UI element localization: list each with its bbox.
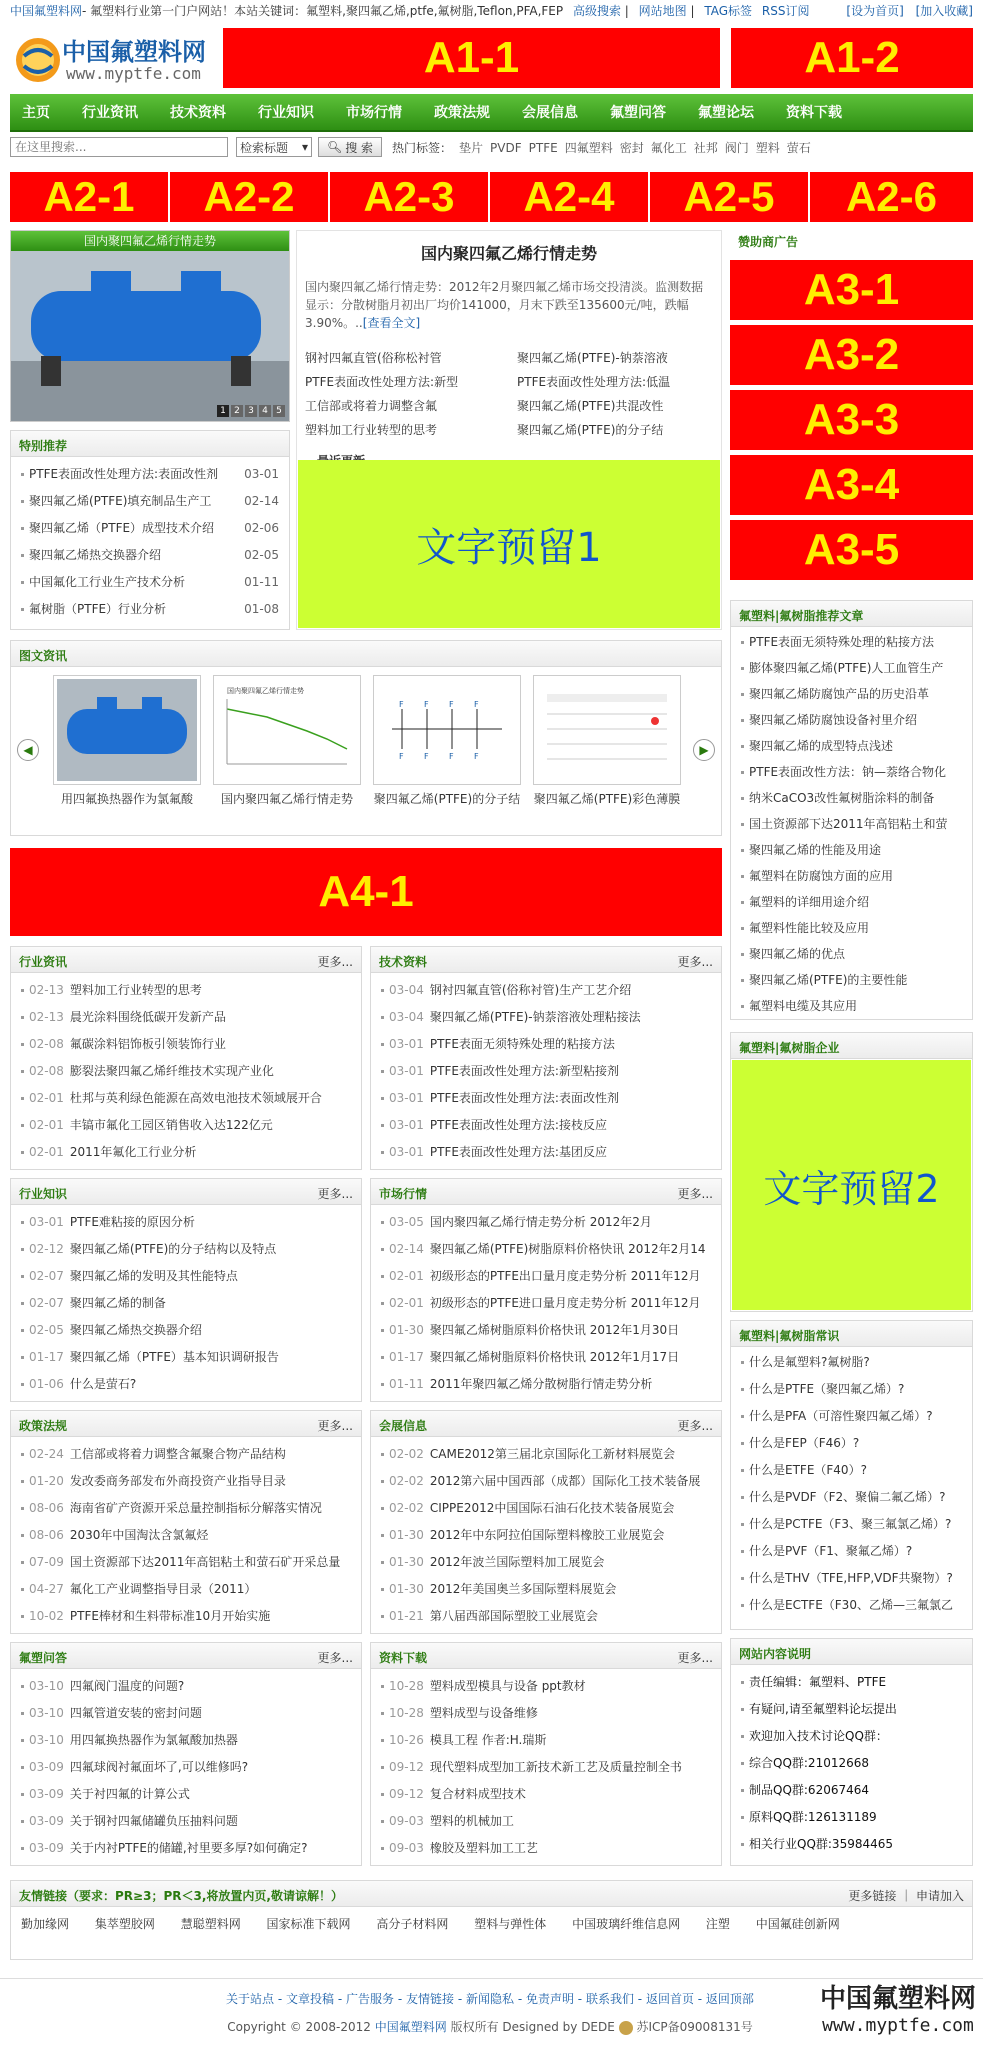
image-slider[interactable]: [10, 230, 290, 422]
special-title: 特别推荐: [11, 431, 289, 457]
headline-summary: 国内聚四氟乙烯行情走势：2012年2月聚四氟乙烯市场交投清淡。监测数据显示：分散树脂月初出厂均价141000，月末下跌至135600元/吨，跌幅3.90%。..[查看全文]: [305, 280, 704, 330]
list-item[interactable]: 03-01 PTFE表面改性处理方法:表面改性剂: [381, 1085, 711, 1112]
qa-title: 氟塑问答: [19, 1651, 68, 1665]
list-item[interactable]: 03-01 PTFE表面改性处理方法:新型粘接剂: [381, 1058, 711, 1085]
list-item[interactable]: 聚四氟乙烯(PTFE)填充制品生产工 02-14: [21, 488, 279, 515]
search-input[interactable]: [10, 137, 228, 157]
hot-tag[interactable]: 萤石: [786, 140, 811, 155]
footer-link[interactable]: 广告服务: [346, 1992, 395, 2006]
list-item[interactable]: 氟塑料性能比较及应用: [741, 915, 962, 941]
list-item[interactable]: 氟塑料的详细用途介绍: [741, 889, 962, 915]
gallery-prev-icon[interactable]: ◀: [17, 739, 39, 761]
headline-link[interactable]: 钢衬四氟直管(俗称松衬管: [305, 351, 442, 365]
gallery-image: [533, 675, 681, 785]
slider-pager: [217, 405, 285, 417]
advanced-search-link[interactable]: 高级搜索: [572, 4, 621, 18]
ad-a2-5[interactable]: A2-5: [650, 172, 808, 222]
logo-text: 中国氟塑料网: [62, 38, 206, 66]
friends-title: 友情链接（要求：PR≥3；PR＜3,将放置内页,敬请谅解！）: [19, 1889, 343, 1903]
list-item[interactable]: 什么是氟塑料?氟树脂?: [741, 1349, 962, 1376]
hot-tag[interactable]: 社邦: [693, 140, 718, 155]
gallery-caption: 聚四氟乙烯(PTFE)彩色薄膜: [533, 792, 681, 806]
list-item[interactable]: 01-17 聚四氟乙烯树脂原料价格快讯 2012年1月17日: [381, 1344, 711, 1371]
headline-link[interactable]: 塑料加工行业转型的思考: [305, 423, 438, 437]
tech-title: 技术资料: [379, 955, 428, 969]
list-item[interactable]: 08-06 2030年中国淘汰含氯氟烃: [21, 1522, 351, 1549]
hot-tag[interactable]: PVDF: [490, 140, 522, 155]
list-item[interactable]: 氟树脂（PTFE）行业分析 01-08: [21, 596, 279, 623]
slider-page[interactable]: 5: [273, 405, 285, 417]
gallery-image: [53, 675, 201, 785]
hot-tags-label: 热门标签：: [392, 140, 453, 155]
list-item[interactable]: 纳米CaCO3改性氟树脂涂料的制备: [741, 785, 962, 811]
tag-link[interactable]: TAG标签: [704, 4, 753, 18]
gallery-caption: 用四氟换热器作为氯氟酸: [60, 792, 193, 806]
list-item[interactable]: 02-02 CAME2012第三届北京国际化工新材料展览会: [381, 1441, 711, 1468]
text-reserve-2[interactable]: 文字预留2: [732, 1060, 971, 1310]
list-item[interactable]: 03-09 关于衬四氟的计算公式: [21, 1781, 351, 1808]
list-item[interactable]: 什么是PFA（可溶性聚四氟乙烯）?: [741, 1403, 962, 1430]
list-item[interactable]: 03-04 钢衬四氟直管(俗称衬管)生产工艺介绍: [381, 977, 711, 1004]
ad-a2-6[interactable]: A2-6: [810, 172, 973, 222]
list-item[interactable]: 01-30 2012年波兰国际塑料加工展览会: [381, 1549, 711, 1576]
list-item[interactable]: 03-09 四氟球阀衬氟面坏了,可以维修吗?: [21, 1754, 351, 1781]
expo-title: 会展信息: [379, 1419, 428, 1433]
ad-a1-2[interactable]: A1-2: [731, 28, 973, 88]
list-item[interactable]: 10-26 模具工程 作者:H.瑞斯: [381, 1727, 711, 1754]
nav-industry-news[interactable]: 行业资讯: [82, 105, 138, 121]
nav-knowledge[interactable]: 行业知识: [258, 105, 314, 121]
list-item[interactable]: 聚四氟乙烯防腐蚀产品的历史沿革: [741, 681, 962, 707]
faq-box: [730, 1320, 973, 1630]
ad-a3-3[interactable]: A3-3: [730, 390, 973, 450]
list-item[interactable]: 09-12 复合材料成型技术: [381, 1781, 711, 1808]
nav-forum[interactable]: 氟塑论坛: [698, 105, 754, 121]
slider-caption: 国内聚四氟乙烯行情走势: [11, 231, 289, 251]
footer-link[interactable]: 关于站点: [226, 1992, 275, 2006]
qa-list: [11, 1669, 361, 1862]
list-item[interactable]: 什么是ECTFE（F30、乙烯—三氟氯乙: [741, 1592, 962, 1619]
footer-link[interactable]: 返回首页: [645, 1992, 694, 2006]
list-item[interactable]: 聚四氟乙烯的成型特点浅述: [741, 733, 962, 759]
ad-a4-1[interactable]: A4-1: [10, 848, 722, 936]
svg-text:国内聚四氟乙烯行情走势: 国内聚四氟乙烯行情走势: [227, 687, 304, 695]
footer-link[interactable]: 免责声明: [525, 1992, 574, 2006]
friend-link[interactable]: 塑料与弹性体: [474, 1917, 547, 1931]
headline-title[interactable]: 国内聚四氟乙烯行情走势: [420, 244, 597, 263]
list-item[interactable]: 02-14 聚四氟乙烯(PTFE)树脂原料价格快讯 2012年2月14: [381, 1236, 711, 1263]
site-info-line: 制品QQ群:62067464: [741, 1777, 962, 1804]
nav-home[interactable]: 主页: [22, 105, 50, 121]
list-item[interactable]: 03-04 聚四氟乙烯(PTFE)-钠萘溶液处理粘接法: [381, 1004, 711, 1031]
list-item[interactable]: 03-01 PTFE难粘接的原因分析: [21, 1209, 351, 1236]
list-item[interactable]: 膨体聚四氟乙烯(PTFE)人工血管生产: [741, 655, 962, 681]
svg-text:F: F: [424, 700, 429, 709]
list-item[interactable]: 03-01 PTFE表面无须特殊处理的粘接方法: [381, 1031, 711, 1058]
hot-tag[interactable]: PTFE: [528, 140, 558, 155]
friend-link[interactable]: 勤加缘网: [21, 1917, 70, 1931]
friend-link[interactable]: 中国玻璃纤维信息网: [572, 1917, 681, 1931]
list-item[interactable]: 03-10 用四氟换热器作为氯氟酸加热器: [21, 1727, 351, 1754]
list-item[interactable]: 03-10 四氟阀门温度的问题?: [21, 1673, 351, 1700]
gallery-caption: 聚四氟乙烯(PTFE)的分子结: [373, 792, 521, 806]
list-item[interactable]: 09-12 现代塑料成型加工新技术新工艺及质量控制全书: [381, 1754, 711, 1781]
industry-news-list: [11, 973, 361, 1166]
list-item[interactable]: 03-09 关于钢衬四氟储罐负压抽料问题: [21, 1808, 351, 1835]
footer-link[interactable]: 返回顶部: [705, 1992, 754, 2006]
list-item[interactable]: 08-06 海南省矿产资源开采总量控制指标分解落实情况: [21, 1495, 351, 1522]
list-item[interactable]: 02-01 初级形态的PTFE出口量月度走势分析 2011年12月: [381, 1263, 711, 1290]
list-item[interactable]: 什么是PVF（F1、聚氟乙烯）?: [741, 1538, 962, 1565]
search-button[interactable]: 🔍︎ 搜 索: [318, 137, 382, 157]
footer-link[interactable]: 友情链接: [406, 1992, 455, 2006]
friends-box: [10, 1880, 973, 1960]
list-item[interactable]: 02-13 晨光涂料围绕低碳开发新产品: [21, 1004, 351, 1031]
rec-articles-box: [730, 600, 973, 1020]
list-item[interactable]: 03-10 四氟管道安装的密封问题: [21, 1700, 351, 1727]
headline-link[interactable]: 聚四氟乙烯(PTFE)的分子结: [517, 423, 664, 437]
ad-a3-4[interactable]: A3-4: [730, 455, 973, 515]
svg-text:F: F: [399, 700, 404, 709]
sponsor-title: 赞助商广告: [738, 235, 799, 249]
policy-title: 政策法规: [19, 1419, 68, 1433]
footer-logo: [818, 1978, 978, 2038]
friends-list: [11, 1907, 972, 1940]
list-item[interactable]: 02-24 工信部或将着力调整含氟聚合物产品结构: [21, 1441, 351, 1468]
svg-text:F: F: [399, 752, 404, 761]
list-item[interactable]: 03-01 PTFE表面改性处理方法:基团反应: [381, 1139, 711, 1166]
hot-tag[interactable]: 阀门: [724, 140, 749, 155]
list-item[interactable]: 02-08 氟碳涂料铝饰板引领装饰行业: [21, 1031, 351, 1058]
site-info-line: 综合QQ群:21012668: [741, 1750, 962, 1777]
site-info-line: 责任编辑：氟塑料、PTFE: [741, 1669, 962, 1696]
list-item[interactable]: 什么是PCTFE（F3、聚三氟氯乙烯）?: [741, 1511, 962, 1538]
expo-list: [371, 1437, 721, 1630]
headline-link[interactable]: 聚四氟乙烯(PTFE)共混改性: [517, 399, 664, 413]
copyright: Copyright © 2008-2012 中国氟塑料网 版权所有 Designed by DEDE 苏ICP备09008131号: [227, 2020, 753, 2034]
rss-link[interactable]: RSS订阅: [761, 4, 810, 18]
download-box: [370, 1642, 722, 1866]
list-item[interactable]: 聚四氟乙烯的性能及用途: [741, 837, 962, 863]
qa-box: [10, 1642, 362, 1866]
list-item[interactable]: 聚四氟乙烯(PTFE)的主要性能: [741, 967, 962, 993]
headline-link[interactable]: PTFE表面改性处理方法:低温: [517, 375, 671, 389]
list-item[interactable]: 10-28 塑料成型与设备维修: [381, 1700, 711, 1727]
list-item[interactable]: 聚四氟乙烯防腐蚀设备衬里介绍: [741, 707, 962, 733]
site-info-line: 有疑问,请至氟塑料论坛提出: [741, 1696, 962, 1723]
hot-tag[interactable]: 塑料: [755, 140, 780, 155]
friend-link[interactable]: 慧聪塑料网: [180, 1917, 241, 1931]
gallery-caption: 国内聚四氟乙烯行情走势: [220, 792, 353, 806]
svg-text:F: F: [424, 752, 429, 761]
site-info-line: 原料QQ群:126131189: [741, 1804, 962, 1831]
site-info-list: [731, 1665, 972, 1858]
site-desc: - 氟塑料行业第一门户网站！本站关键词：氟塑料,聚四氟乙烯,ptfe,氟树脂,Teflon,PFA,FEP: [82, 4, 564, 18]
more-link[interactable]: 更多...: [677, 1187, 713, 1201]
nav-expo[interactable]: 会展信息: [522, 105, 578, 121]
market-list: [371, 1205, 721, 1398]
sitemap-link[interactable]: 网站地图: [638, 4, 687, 18]
list-item[interactable]: 04-27 氟化工产业调整指导目录（2011）: [21, 1576, 351, 1603]
list-item[interactable]: 02-12 聚四氟乙烯(PTFE)的分子结构以及特点: [21, 1236, 351, 1263]
footer-link[interactable]: 新闻隐私: [465, 1992, 514, 2006]
list-item[interactable]: 02-01 丰镐市氟化工园区销售收入达122亿元: [21, 1112, 351, 1139]
list-item[interactable]: 01-20 发改委商务部发布外商投资产业指导目录: [21, 1468, 351, 1495]
hot-tag[interactable]: 密封: [619, 140, 644, 155]
hot-tag[interactable]: 氟化工: [650, 140, 687, 155]
logo-url: www.myptfe.com: [66, 64, 201, 83]
site-info-line: 欢迎加入技术讨论QQ群：: [741, 1723, 962, 1750]
list-item[interactable]: 02-07 聚四氟乙烯的发明及其性能特点: [21, 1263, 351, 1290]
slider-page[interactable]: 4: [259, 405, 271, 417]
tech-box: [370, 946, 722, 1170]
search-type-select[interactable]: [236, 137, 312, 157]
svg-text:F: F: [449, 752, 454, 761]
gallery-item[interactable]: [53, 675, 201, 807]
list-item[interactable]: 03-09 关于内衬PTFE的储罐,衬里要多厚?如何确定?: [21, 1835, 351, 1862]
top-bar: 中国氟塑料网- 氟塑料行业第一门户网站！本站关键词：氟塑料,聚四氟乙烯,ptfe,氟树脂,Teflon,PFA,FEP 高级搜索 | 网站地图 | TAG标签 RSS订阅 [设为首页] [加入收藏]: [10, 4, 973, 18]
friend-link[interactable]: 高分子材料网: [376, 1917, 449, 1931]
list-item[interactable]: 什么是FEP（F46）?: [741, 1430, 962, 1457]
list-item[interactable]: 01-30 聚四氟乙烯树脂原料价格快讯 2012年1月30日: [381, 1317, 711, 1344]
list-item[interactable]: 01-11 2011年聚四氟乙烯分散树脂行情走势分析: [381, 1371, 711, 1398]
list-item[interactable]: 聚四氟乙烯的优点: [741, 941, 962, 967]
friends-more-link[interactable]: 更多链接 ｜ 申请加入: [848, 1889, 964, 1903]
gallery-image: [373, 675, 521, 785]
list-item[interactable]: 01-06 什么是萤石?: [21, 1371, 351, 1398]
nav-qa[interactable]: 氟塑问答: [610, 105, 666, 121]
headline-full-link[interactable]: [查看全文]: [362, 316, 421, 330]
more-link[interactable]: 更多...: [677, 1419, 713, 1433]
list-item[interactable]: 10-02 PTFE棒材和生料带标准10月开始实施: [21, 1603, 351, 1630]
main-nav: [10, 94, 973, 132]
list-item[interactable]: 02-08 膨裂法聚四氟乙烯纤维技术实现产业化: [21, 1058, 351, 1085]
more-link[interactable]: 更多...: [677, 955, 713, 969]
more-link[interactable]: 更多...: [677, 1651, 713, 1665]
footer-link[interactable]: 文章投稿: [286, 1992, 335, 2006]
knowledge-title: 行业知识: [19, 1187, 68, 1201]
faq-list: [731, 1347, 972, 1619]
gallery-title: 图文资讯: [11, 641, 721, 667]
hot-tag[interactable]: 四氟塑料: [564, 140, 613, 155]
friend-link[interactable]: 国家标准下载网: [266, 1917, 351, 1931]
download-list: [371, 1669, 721, 1862]
ad-a3-5[interactable]: A3-5: [730, 520, 973, 580]
nav-tech[interactable]: 技术资料: [170, 105, 226, 121]
list-item[interactable]: 01-21 第八届西部国际塑胶工业展览会: [381, 1603, 711, 1630]
nav-download[interactable]: 资料下载: [786, 105, 842, 121]
nav-policy[interactable]: 政策法规: [434, 105, 490, 121]
list-item[interactable]: 03-05 国内聚四氟乙烯行情走势分析 2012年2月: [381, 1209, 711, 1236]
add-favorite-link[interactable]: [加入收藏]: [915, 4, 973, 18]
headline-link[interactable]: 工信部或将着力调整含氟: [305, 399, 438, 413]
faq-title: 氟塑料|氟树脂常识: [731, 1321, 972, 1347]
special-list: [11, 457, 289, 623]
list-item[interactable]: 什么是PVDF（F2、聚偏二氟乙烯）?: [741, 1484, 962, 1511]
chevron-down-icon: ▾: [301, 140, 308, 154]
gallery-box: [10, 640, 722, 836]
list-item[interactable]: 聚四氟乙烯（PTFE）成型技术介绍 02-06: [21, 515, 279, 542]
headline-link[interactable]: 聚四氟乙烯(PTFE)-钠萘溶液: [517, 351, 668, 365]
list-item[interactable]: 02-01 杜邦与英利绿色能源在高效电池技术领域展开合: [21, 1085, 351, 1112]
set-homepage-link[interactable]: [设为首页]: [846, 4, 904, 18]
site-name-link[interactable]: 中国氟塑料网: [10, 4, 83, 18]
text-reserve-1[interactable]: 文字预留1: [298, 460, 720, 628]
list-item[interactable]: 02-07 聚四氟乙烯的制备: [21, 1290, 351, 1317]
hot-tag[interactable]: 垫片: [459, 140, 484, 155]
police-badge-icon: [619, 2021, 633, 2035]
list-item[interactable]: 氟塑料电缆及其应用: [741, 993, 962, 1019]
more-link[interactable]: 更多...: [317, 1419, 353, 1433]
search-icon: 🔍︎: [326, 140, 343, 154]
list-item[interactable]: 什么是THV（TFE,HFP,VDF共聚物）?: [741, 1565, 962, 1592]
search-type-value: 检索标题: [240, 140, 289, 155]
gallery-item[interactable]: [213, 675, 361, 807]
svg-text:F: F: [474, 752, 479, 761]
footer-site-link[interactable]: 中国氟塑料网: [374, 2020, 447, 2034]
list-item[interactable]: 中国氟化工行业生产技术分析 01-11: [21, 569, 279, 596]
friend-link[interactable]: 集萃塑胶网: [94, 1917, 155, 1931]
list-item[interactable]: 01-17 聚四氟乙烯（PTFE）基本知识调研报告: [21, 1344, 351, 1371]
friend-link[interactable]: 中国氟硅创新网: [755, 1917, 840, 1931]
headline-link[interactable]: PTFE表面改性处理方法:新型: [305, 375, 459, 389]
ad-a2-3[interactable]: A2-3: [330, 172, 488, 222]
list-item[interactable]: 聚四氟乙烯热交换器介绍 02-05: [21, 542, 279, 569]
site-info-line: 相关行业QQ群:35984465: [741, 1831, 962, 1858]
knowledge-list: [11, 1205, 361, 1398]
knowledge-box: [10, 1178, 362, 1402]
list-item[interactable]: 02-13 塑料加工行业转型的思考: [21, 977, 351, 1004]
policy-box: [10, 1410, 362, 1634]
list-item[interactable]: 01-30 2012年美国奥兰多国际塑料展览会: [381, 1576, 711, 1603]
market-box: [370, 1178, 722, 1402]
list-item[interactable]: 02-05 聚四氟乙烯热交换器介绍: [21, 1317, 351, 1344]
industry-news-title: 行业资讯: [19, 955, 68, 969]
footer-logo-text: 中国氟塑料网: [819, 1984, 976, 2014]
industry-news-box: [10, 946, 362, 1170]
rec-articles-list: [731, 627, 972, 1019]
list-item[interactable]: 09-03 橡胶及塑料加工工艺: [381, 1835, 711, 1862]
list-item[interactable]: 什么是ETFE（F40）?: [741, 1457, 962, 1484]
slider-page[interactable]: 2: [231, 405, 243, 417]
slider-page[interactable]: 1: [217, 405, 229, 417]
list-item[interactable]: 什么是PTFE（聚四氟乙烯）?: [741, 1376, 962, 1403]
site-info-box: [730, 1638, 973, 1866]
ad-a3-1[interactable]: A3-1: [730, 260, 973, 320]
list-item[interactable]: 02-02 CIPPE2012中国国际石油石化技术装备展览会: [381, 1495, 711, 1522]
search-bar: [10, 136, 973, 158]
list-item[interactable]: PTFE表面改性处理方法:表面改性剂 03-01: [21, 461, 279, 488]
policy-list: [11, 1437, 361, 1630]
list-item[interactable]: 02-01 2011年氟化工行业分析: [21, 1139, 351, 1166]
ad-a2-2[interactable]: A2-2: [170, 172, 328, 222]
slider-page[interactable]: 3: [245, 405, 257, 417]
gallery-next-icon[interactable]: ▶: [693, 739, 715, 761]
list-item[interactable]: PTFE表面改性方法：钠—萘络合物化: [741, 759, 962, 785]
slider-image: [11, 251, 289, 421]
more-link[interactable]: 更多...: [317, 1187, 353, 1201]
list-item[interactable]: 01-30 2012年中东阿拉伯国际塑料橡胶工业展览会: [381, 1522, 711, 1549]
more-link[interactable]: 更多...: [317, 955, 353, 969]
footer-links: 关于站点 - 文章投稿 - 广告服务 - 友情链接 - 新闻隐私 - 免责声明 - 联系我们 - 返回首页 - 返回顶部: [226, 1992, 754, 2006]
site-info-title: 网站内容说明: [731, 1639, 972, 1665]
gallery-image: [213, 675, 361, 785]
svg-text:F: F: [449, 700, 454, 709]
list-item[interactable]: 10-28 塑料成型模具与设备 ppt教材: [381, 1673, 711, 1700]
expo-box: [370, 1410, 722, 1634]
site-logo[interactable]: [10, 26, 215, 90]
ad-a2-4[interactable]: A2-4: [490, 172, 648, 222]
more-link[interactable]: 更多...: [317, 1651, 353, 1665]
special-box: [10, 430, 290, 630]
footer-link[interactable]: 联系我们: [585, 1992, 634, 2006]
list-item[interactable]: 氟塑料在防腐蚀方面的应用: [741, 863, 962, 889]
footer-logo-url: www.myptfe.com: [822, 2015, 974, 2036]
companies-title: 氟塑料|氟树脂企业: [731, 1033, 972, 1059]
list-item[interactable]: 07-09 国土资源部下达2011年高铝粘土和萤石矿开采总量: [21, 1549, 351, 1576]
gallery-item[interactable]: [533, 675, 681, 807]
friend-link[interactable]: 注塑: [705, 1917, 730, 1931]
headline-links: [305, 346, 713, 442]
svg-text:F: F: [474, 700, 479, 709]
hot-tags: [392, 139, 811, 156]
list-item[interactable]: 03-01 PTFE表面改性处理方法:接枝反应: [381, 1112, 711, 1139]
tech-list: [371, 973, 721, 1166]
nav-market[interactable]: 市场行情: [346, 105, 402, 121]
gallery-item[interactable]: [373, 675, 521, 807]
list-item[interactable]: 09-03 塑料的机械加工: [381, 1808, 711, 1835]
rec-articles-title: 氟塑料|氟树脂推荐文章: [731, 601, 972, 627]
market-title: 市场行情: [379, 1187, 428, 1201]
list-item[interactable]: 02-01 初级形态的PTFE进口量月度走势分析 2011年12月: [381, 1290, 711, 1317]
ad-a3-2[interactable]: A3-2: [730, 325, 973, 385]
list-item[interactable]: 02-02 2012第六届中国西部（成都）国际化工技术装备展: [381, 1468, 711, 1495]
ad-a2-1[interactable]: A2-1: [10, 172, 168, 222]
list-item[interactable]: 国土资源部下达2011年高铝粘土和萤: [741, 811, 962, 837]
list-item[interactable]: PTFE表面无须特殊处理的粘接方法: [741, 629, 962, 655]
download-title: 资料下载: [379, 1651, 428, 1665]
ad-a1-1[interactable]: A1-1: [223, 28, 720, 88]
